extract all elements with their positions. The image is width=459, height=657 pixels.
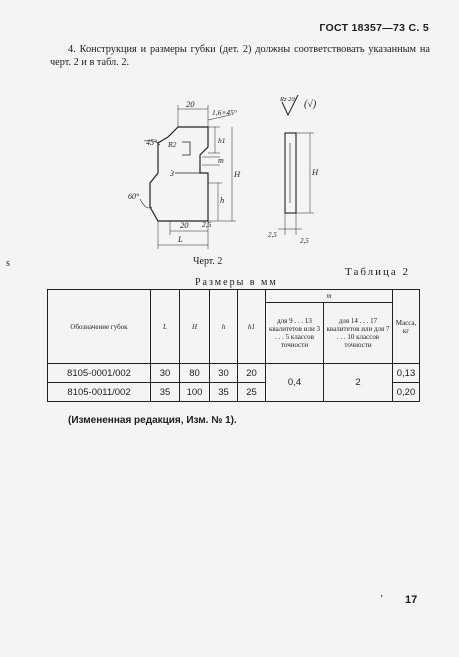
col-header-H: H [180,290,210,364]
page-number: 17 [405,594,418,606]
spec-table [47,289,420,402]
col-header-m-b: для 14 . . . 17 квалитетов или для 7 . . . 10 классов точности [324,303,393,364]
cell-mass: 0,20 [393,383,420,402]
dim-20-top: 20 [186,99,195,109]
dim-h: h [220,195,225,205]
dim-r2: R2 [168,140,177,149]
cell-h: 35 [210,383,238,402]
sizes-label: Размеры в мм [195,277,278,288]
cell-designation: 8105-0001/002 [48,364,151,383]
dim-3: 3 [170,169,174,178]
cell-h1: 20 [238,364,266,383]
cell-L: 30 [151,364,180,383]
cell-m-b: 2 [324,364,393,402]
col-header-m: m [266,290,393,303]
side-dim-right: 2,5 [300,237,309,245]
cell-H: 80 [180,364,210,383]
revision-note: (Измененная редакция, Изм. № 1). [68,415,237,426]
col-header-mass: Масса, кг [393,290,420,364]
col-header-m-a: для 9 . . . 13 квалитетов или 3 . . . 5 классов точности [266,303,324,364]
side-dim-2-5: 2,5 [268,231,277,239]
col-header-h1: h1 [238,290,266,364]
side-dim-H: H [312,167,319,177]
cell-mass: 0,13 [393,364,420,383]
side-view [285,133,296,213]
table-row [48,364,420,383]
cell-h1: 25 [238,383,266,402]
dim-m: m [218,156,224,165]
margin-mark: s [6,258,10,269]
dim-chamfer: 1,6×45° [212,108,237,117]
cell-L: 35 [151,383,180,402]
cell-designation: 8105-0011/002 [48,383,151,402]
roughness-paren: (√) [304,99,317,110]
roughness-label: Rz 20 [280,96,295,103]
drawing-jaw [120,95,350,257]
cell-m-a: 0,4 [266,364,324,402]
dim-L: L [178,234,183,244]
tick-mark: ʼ [380,594,384,605]
dim-45deg: 45° [146,138,158,147]
dim-2-5: 2,5 [202,220,212,229]
table-caption: Таблица 2 [345,266,411,278]
col-header-L: L [151,290,180,364]
dim-h1: h1 [218,136,226,145]
col-header-h: h [210,290,238,364]
dim-20-bottom: 20 [180,220,189,230]
figure-caption: Черт. 2 [193,256,223,267]
paragraph-4: 4. Конструкция и размеры губки (дет. 2) должны соответствовать указанным на черт. 2 и в табл. 2. [50,44,430,68]
cell-h: 30 [210,364,238,383]
dim-H: H [234,169,241,179]
jaw-outline [150,127,208,221]
cell-H: 100 [180,383,210,402]
col-header-designation: Обозначение губок [48,290,151,364]
dim-60deg: 60° [128,192,140,201]
document-header: ГОСТ 18357—73 С. 5 [319,22,429,34]
